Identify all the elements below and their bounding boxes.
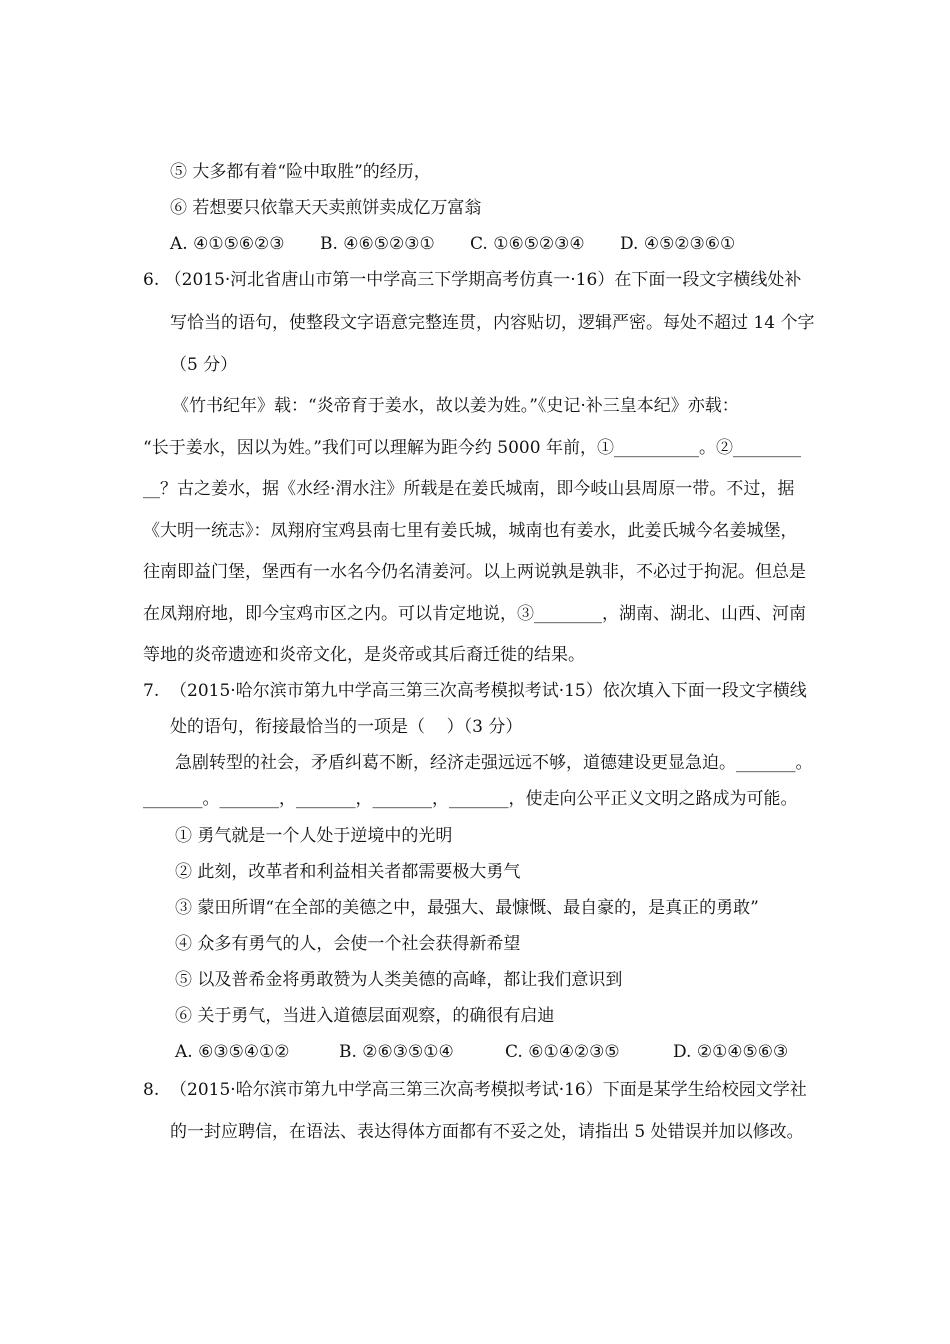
q6-passage-line: 《竹书纪年》载：“炎帝育于姜水，故以姜为姓。”《史记·补三皇本纪》亦载： (172, 396, 739, 416)
q6-score: （5 分） (170, 355, 238, 375)
q7-passage-line: 急剧转型的社会，矛盾纠葛不断，经济走强远远不够，道德建设更显急迫。_______。 (175, 753, 813, 773)
q5-item-6: ⑥ 若想要只依靠天天卖煎饼卖成亿万富翁 (170, 198, 482, 218)
q7-heading: 7. （2015·哈尔滨市第九中学高三第三次高考模拟考试·15）依次填入下面一段文字横线 (143, 681, 807, 701)
q7-option-c: C. ⑥①④②③⑤ (505, 1042, 620, 1062)
q8-instruction: 的一封应聘信，在语法、表达得体方面都有不妥之处，请指出 5 处错误并加以修改。 (170, 1122, 804, 1142)
q7-item-6: ⑥ 关于勇气，当进入道德层面观察，的确很有启迪 (175, 1006, 555, 1026)
q7-item-2: ② 此刻，改革者和利益相关者都需要极大勇气 (175, 862, 521, 882)
q5-item-5: ⑤ 大多都有着“险中取胜”的经历， (170, 162, 431, 182)
q7-option-b: B. ②⑥③⑤①④ (339, 1042, 454, 1062)
q6-instruction: 写恰当的语句，使整段文字语意完整连贯，内容贴切，逻辑严密。每处不超过 14 个字 (170, 313, 815, 333)
q7-item-4: ④ 众多有勇气的人，会使一个社会获得新希望 (175, 934, 521, 954)
q8-heading: 8. （2015·哈尔滨市第九中学高三第三次高考模拟考试·16）下面是某学生给校园文学社 (143, 1080, 807, 1100)
q6-passage-line: __？古之姜水，据《水经·渭水注》所载是在姜氏城南，即今岐山县周原一带。不过，据 (143, 479, 795, 499)
q7-options (175, 1042, 788, 1062)
q7-item-1: ① 勇气就是一个人处于逆境中的光明 (175, 826, 453, 846)
q7-instruction: 处的语句，衔接最恰当的一项是（ ）（3 分） (170, 717, 523, 737)
q6-passage-line: 等地的炎帝遗迹和炎帝文化，是炎帝或其后裔迁徙的结果。 (143, 645, 585, 665)
q7-passage-line: _______。_______，_______，_______，_______，使走向公平正义文明之路成为可能。 (143, 789, 798, 809)
q7-option-d: D. ②①④⑤⑥③ (673, 1042, 789, 1062)
q6-passage-line: 往南即益门堡，堡西有一水名今仍名清姜河。以上两说孰是孰非，不必过于拘泥。但总是 (143, 562, 806, 582)
q6-heading: 6. （2015·河北省唐山市第一中学高三下学期高考仿真一·16）在下面一段文字横线处补 (143, 270, 802, 290)
q5-option-d: D. ④⑤②③⑥① (620, 234, 736, 254)
q7-item-5: ⑤ 以及普希金将勇敢赞为人类美德的高峰，都让我们意识到 (175, 970, 623, 990)
q5-option-b: B. ④⑥⑤②③① (320, 234, 435, 254)
q7-item-3: ③ 蒙田所谓“在全部的美德之中，最强大、最慷慨、最自豪的，是真正的勇敢” (175, 898, 759, 918)
q6-passage-line: “长于姜水，因以为姓。”我们可以理解为距今约 5000 年前，①__________。②________ (143, 438, 801, 458)
q5-options (170, 234, 735, 254)
q6-passage-line: 《大明一统志》：凤翔府宝鸡县南七里有姜氏城，城南也有姜水，此姜氏城今名姜城堡， (143, 521, 798, 541)
q5-option-a: A. ④①⑤⑥②③ (170, 234, 285, 254)
q6-passage-line: 在凤翔府地，即今宝鸡市区之内。可以肯定地说，③________，湖南、湖北、山西、河南 (143, 604, 806, 624)
q5-option-c: C. ①⑥⑤②③④ (470, 234, 585, 254)
q7-option-a: A. ⑥③⑤④①② (175, 1042, 290, 1062)
